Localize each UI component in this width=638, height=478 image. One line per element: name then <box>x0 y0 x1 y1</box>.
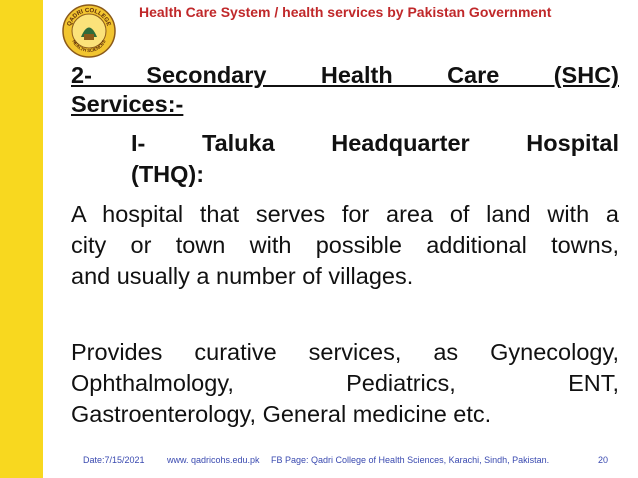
subheading-line-1: I- Taluka Headquarter Hospital <box>131 130 619 156</box>
college-logo <box>62 4 116 58</box>
heading-line-2: Services:- <box>71 91 184 117</box>
paragraph-1-line: and usually a number of villages. <box>71 263 414 289</box>
page-number: 20 <box>598 455 609 465</box>
footer-date: Date:7/15/2021 <box>83 455 145 465</box>
paragraph-1 <box>71 199 619 292</box>
heading-line-1: 2- Secondary Health Care (SHC) <box>71 62 619 88</box>
subheading-line-2: (THQ): <box>131 161 205 187</box>
paragraph-2 <box>71 337 619 430</box>
paragraph-1-line: city or town with possible additional towns, <box>71 232 619 258</box>
footer-website: www. qadricohs.edu.pk <box>167 455 260 465</box>
paragraph-2-line: Gastroenterology, General medicine etc. <box>71 401 492 427</box>
logo-top-text: QADRI COLLEGE <box>66 7 112 28</box>
paragraph-1-line: A hospital that serves for area of land with a <box>71 201 619 227</box>
sidebar-accent <box>0 0 43 478</box>
footer-fb-page: FB Page: Qadri College of Health Sciences, Karachi, Sindh, Pakistan. <box>271 455 550 465</box>
header-title: Health Care System / health services by Pakistan Government <box>139 4 552 20</box>
paragraph-2-line: Provides curative services, as Gynecology, <box>71 339 619 365</box>
logo-bottom-text: HEALTH SCIENCES <box>71 38 107 54</box>
paragraph-2-line: Ophthalmology, Pediatrics, ENT, <box>71 370 619 396</box>
